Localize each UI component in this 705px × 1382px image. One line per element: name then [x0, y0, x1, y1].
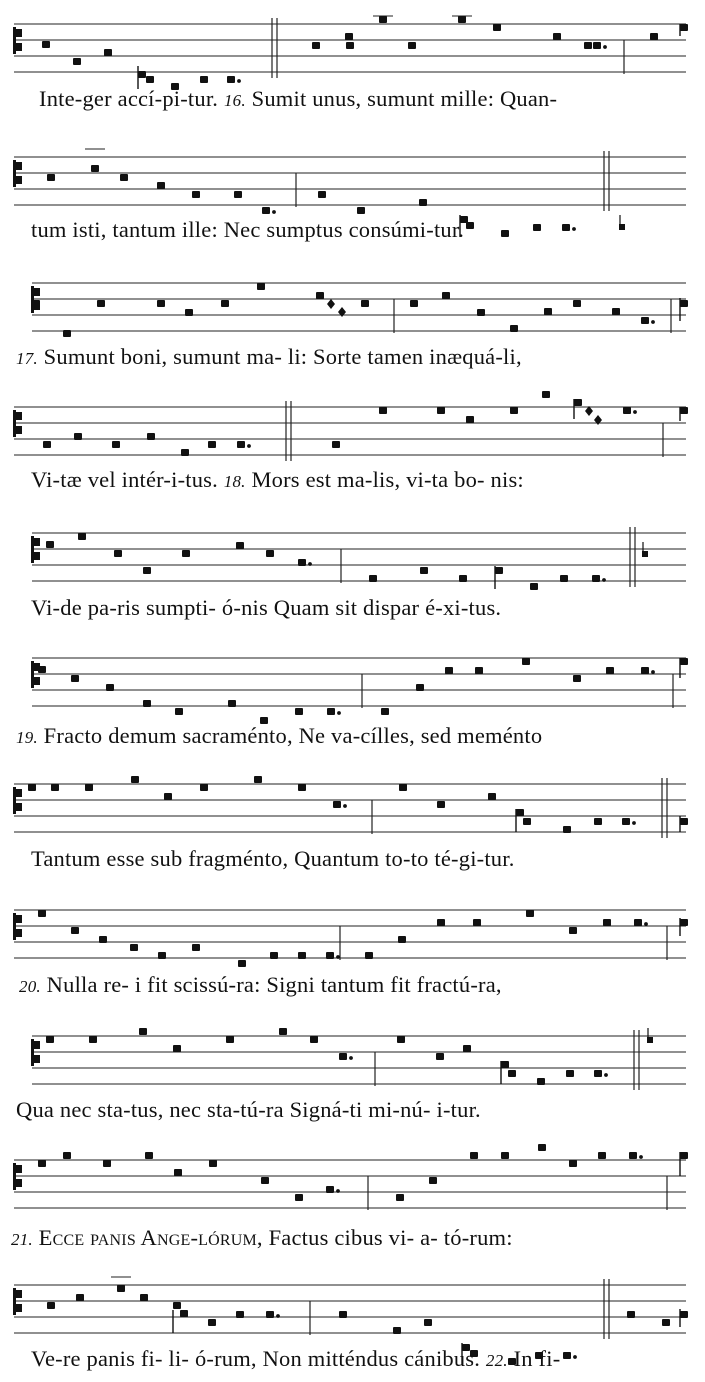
lyric-line: [16, 725, 542, 748]
punctum-note: [458, 16, 466, 23]
punctum-note: [680, 658, 688, 665]
punctum-note: [420, 567, 428, 574]
punctum-note: [424, 1319, 432, 1326]
punctum-note: [262, 207, 270, 214]
punctum-note: [28, 784, 36, 791]
punctum-note: [157, 182, 165, 189]
punctum-note: [208, 1319, 216, 1326]
punctum-note: [569, 927, 577, 934]
punctum-note: [361, 300, 369, 307]
lyric-text: Factus cibus vi- a- tó-rum:: [262, 1225, 513, 1250]
punctum-note: [158, 952, 166, 959]
punctum-note: [180, 1310, 188, 1317]
punctum-note: [221, 300, 229, 307]
punctum-note: [357, 207, 365, 214]
verse-number: 20.: [19, 977, 41, 996]
punctum-note: [266, 550, 274, 557]
verse-number: 22.: [485, 1351, 508, 1370]
punctum-note: [437, 919, 445, 926]
punctum-note: [209, 1160, 217, 1167]
punctum-note: [369, 575, 377, 582]
verse-number: 19.: [16, 728, 38, 747]
punctum-note: [91, 165, 99, 172]
lyric-line: [31, 848, 515, 871]
punctum-note: [97, 300, 105, 307]
punctum-note: [563, 826, 571, 833]
punctum-note: [560, 575, 568, 582]
punctum-note: [437, 407, 445, 414]
punctum-note: [569, 1160, 577, 1167]
punctum-note: [622, 818, 630, 825]
punctum-note: [416, 684, 424, 691]
punctum-note: [200, 76, 208, 83]
punctum-note: [339, 1311, 347, 1318]
punctum-note: [510, 407, 518, 414]
punctum-note: [32, 300, 40, 307]
punctum-note: [437, 801, 445, 808]
lyric-line: [39, 88, 557, 111]
punctum-note: [326, 952, 334, 959]
lyric-line: [16, 1099, 481, 1122]
punctum-note: [680, 24, 688, 31]
rhombus-note: [327, 299, 335, 309]
punctum-note: [120, 174, 128, 181]
punctum-note: [185, 309, 193, 316]
lyric-text: Vi-de pa-ris sumpti- ó-nis Quam sit dispar é-xi-tus.: [31, 595, 502, 620]
punctum-note: [327, 708, 335, 715]
punctum-note: [175, 708, 183, 715]
punctum-note: [228, 700, 236, 707]
lyric-text: Sumunt boni, sumunt ma- li: Sorte tamen inæquá-li,: [37, 344, 522, 369]
mora-dot: [603, 45, 607, 49]
punctum-note: [594, 1070, 602, 1077]
punctum-note: [680, 407, 688, 414]
punctum-note: [627, 1311, 635, 1318]
punctum-note: [298, 952, 306, 959]
punctum-note: [236, 542, 244, 549]
lyric-text: Inte-ger accí-pi-tur.: [39, 86, 224, 111]
punctum-note: [46, 541, 54, 548]
punctum-note: [270, 952, 278, 959]
punctum-note: [516, 809, 524, 816]
lyric-line: [31, 469, 524, 492]
punctum-note: [226, 1036, 234, 1043]
punctum-note: [612, 308, 620, 315]
punctum-note: [78, 533, 86, 540]
lyric-text: Mors est ma-lis, vi-ta bo- nis:: [245, 467, 524, 492]
mora-dot: [247, 444, 251, 448]
punctum-note: [584, 42, 592, 49]
lyric-line: [19, 974, 502, 997]
punctum-note: [488, 793, 496, 800]
mora-dot: [336, 955, 340, 959]
punctum-note: [76, 1294, 84, 1301]
mora-dot: [639, 1155, 643, 1159]
punctum-note: [114, 550, 122, 557]
punctum-note: [593, 42, 601, 49]
punctum-note: [279, 1028, 287, 1035]
punctum-note: [466, 416, 474, 423]
lyric-line: [31, 219, 464, 242]
punctum-note: [650, 33, 658, 40]
lyric-text: tum isti, tantum ille: Nec sumptus consúmi-tur.: [31, 217, 465, 242]
punctum-note: [346, 42, 354, 49]
punctum-note: [526, 910, 534, 917]
punctum-note: [445, 667, 453, 674]
punctum-note: [463, 1045, 471, 1052]
punctum-note: [139, 1028, 147, 1035]
punctum-note: [475, 667, 483, 674]
punctum-note: [523, 818, 531, 825]
lyric-text: Nulla re- i fit scissú-ra: Signi tantum fit fractú-ra,: [40, 972, 502, 997]
punctum-note: [680, 300, 688, 307]
punctum-note: [42, 41, 50, 48]
punctum-note: [146, 76, 154, 83]
punctum-note: [103, 1160, 111, 1167]
punctum-note: [157, 300, 165, 307]
lyric-line: [31, 1348, 560, 1371]
punctum-note: [379, 407, 387, 414]
punctum-note: [63, 1152, 71, 1159]
punctum-note: [51, 784, 59, 791]
punctum-note: [473, 919, 481, 926]
punctum-note: [192, 944, 200, 951]
mora-dot: [573, 1355, 577, 1359]
punctum-note: [106, 684, 114, 691]
punctum-note: [295, 1194, 303, 1201]
punctum-note: [662, 1319, 670, 1326]
punctum-note: [634, 919, 642, 926]
punctum-note: [318, 191, 326, 198]
punctum-note: [164, 793, 172, 800]
punctum-note: [71, 927, 79, 934]
lyric-text: Ve-re panis fi- li- ó-rum, Non mitténdus cánibus.: [31, 1346, 486, 1371]
punctum-note: [508, 1070, 516, 1077]
punctum-note: [43, 441, 51, 448]
punctum-note: [181, 449, 189, 456]
punctum-note: [339, 1053, 347, 1060]
punctum-note: [47, 174, 55, 181]
punctum-note: [566, 1070, 574, 1077]
punctum-note: [173, 1045, 181, 1052]
mora-dot: [308, 562, 312, 566]
punctum-note: [140, 1294, 148, 1301]
punctum-note: [466, 222, 474, 229]
punctum-note: [501, 230, 509, 237]
punctum-note: [295, 708, 303, 715]
punctum-note: [680, 818, 688, 825]
mora-dot: [349, 1056, 353, 1060]
lyric-text: Ecce panis Ange-lórum,: [32, 1225, 263, 1250]
punctum-note: [38, 1160, 46, 1167]
punctum-note: [459, 575, 467, 582]
lyric-line: [16, 346, 522, 369]
mora-dot: [651, 320, 655, 324]
mora-dot: [604, 1073, 608, 1077]
punctum-note: [493, 24, 501, 31]
verse-number: 17.: [16, 349, 38, 368]
verse-number: 18.: [223, 472, 246, 491]
verse-number: 21.: [11, 1230, 33, 1249]
punctum-note: [410, 300, 418, 307]
punctum-note: [365, 952, 373, 959]
punctum-note: [495, 567, 503, 574]
punctum-note: [333, 801, 341, 808]
punctum-note: [533, 224, 541, 231]
punctum-note: [71, 675, 79, 682]
punctum-note: [501, 1061, 509, 1068]
mora-dot: [572, 227, 576, 231]
punctum-note: [130, 944, 138, 951]
punctum-note: [641, 317, 649, 324]
lyric-line: [31, 597, 501, 620]
punctum-note: [38, 910, 46, 917]
lyric-text: Qua nec sta-tus, nec sta-tú-ra Signá-ti mi-nú- i-tur.: [16, 1097, 481, 1122]
punctum-note: [257, 283, 265, 290]
punctum-note: [131, 776, 139, 783]
punctum-note: [399, 784, 407, 791]
punctum-note: [145, 1152, 153, 1159]
punctum-note: [266, 1311, 274, 1318]
punctum-note: [254, 776, 262, 783]
punctum-note: [573, 675, 581, 682]
punctum-note: [174, 1169, 182, 1176]
punctum-note: [234, 191, 242, 198]
punctum-note: [143, 567, 151, 574]
punctum-note: [200, 784, 208, 791]
punctum-note: [553, 33, 561, 40]
punctum-note: [63, 330, 71, 337]
punctum-note: [537, 1078, 545, 1085]
punctum-note: [38, 666, 46, 673]
punctum-note: [73, 58, 81, 65]
punctum-note: [298, 784, 306, 791]
punctum-note: [680, 919, 688, 926]
punctum-note: [227, 76, 235, 83]
punctum-note: [398, 936, 406, 943]
punctum-note: [298, 559, 306, 566]
punctum-note: [530, 583, 538, 590]
mora-dot: [337, 711, 341, 715]
punctum-note: [99, 936, 107, 943]
mora-dot: [276, 1314, 280, 1318]
punctum-note: [381, 708, 389, 715]
punctum-note: [562, 224, 570, 231]
punctum-note: [436, 1053, 444, 1060]
punctum-note: [143, 700, 151, 707]
lyric-text: Sumit unus, sumunt mille: Quan-: [245, 86, 558, 111]
punctum-note: [680, 1152, 688, 1159]
punctum-note: [47, 1302, 55, 1309]
lyric-text: Vi-tæ vel intér-i-tus.: [31, 467, 224, 492]
punctum-note: [641, 667, 649, 674]
punctum-note: [623, 407, 631, 414]
mora-dot: [336, 1189, 340, 1193]
punctum-note: [182, 550, 190, 557]
punctum-note: [326, 1186, 334, 1193]
punctum-note: [147, 433, 155, 440]
punctum-note: [396, 1194, 404, 1201]
punctum-note: [138, 71, 146, 78]
punctum-note: [173, 1302, 181, 1309]
punctum-note: [538, 1144, 546, 1151]
punctum-note: [544, 308, 552, 315]
punctum-note: [574, 399, 582, 406]
punctum-note: [542, 391, 550, 398]
lyric-line: [11, 1227, 513, 1250]
mora-dot: [651, 670, 655, 674]
punctum-note: [501, 1152, 509, 1159]
punctum-note: [379, 16, 387, 23]
punctum-note: [594, 818, 602, 825]
mora-dot: [237, 79, 241, 83]
punctum-note: [470, 1152, 478, 1159]
mora-dot: [633, 410, 637, 414]
punctum-note: [316, 292, 324, 299]
punctum-note: [419, 199, 427, 206]
punctum-note: [117, 1285, 125, 1292]
mora-dot: [272, 210, 276, 214]
punctum-note: [477, 309, 485, 316]
punctum-note: [89, 1036, 97, 1043]
punctum-note: [598, 1152, 606, 1159]
punctum-note: [592, 575, 600, 582]
mora-dot: [343, 804, 347, 808]
punctum-note: [312, 42, 320, 49]
punctum-note: [238, 960, 246, 967]
punctum-note: [332, 441, 340, 448]
punctum-note: [208, 441, 216, 448]
punctum-note: [46, 1036, 54, 1043]
punctum-note: [629, 1152, 637, 1159]
punctum-note: [429, 1177, 437, 1184]
punctum-note: [112, 441, 120, 448]
lyric-text: Fracto demum sacraménto, Ne va-cílles, sed meménto: [37, 723, 543, 748]
punctum-note: [606, 667, 614, 674]
verse-number: 16.: [223, 91, 246, 110]
punctum-note: [442, 292, 450, 299]
punctum-note: [85, 784, 93, 791]
punctum-note: [104, 49, 112, 56]
punctum-note: [573, 300, 581, 307]
punctum-note: [393, 1327, 401, 1334]
mora-dot: [644, 922, 648, 926]
mora-dot: [632, 821, 636, 825]
punctum-note: [510, 325, 518, 332]
punctum-note: [74, 433, 82, 440]
punctum-note: [522, 658, 530, 665]
mora-dot: [602, 578, 606, 582]
punctum-note: [261, 1177, 269, 1184]
punctum-note: [397, 1036, 405, 1043]
punctum-note: [310, 1036, 318, 1043]
punctum-note: [408, 42, 416, 49]
lyric-text: Tantum esse sub fragménto, Quantum to-to té-gi-tur.: [31, 846, 515, 871]
punctum-note: [237, 441, 245, 448]
punctum-note: [345, 33, 353, 40]
punctum-note: [603, 919, 611, 926]
punctum-note: [563, 1352, 571, 1359]
punctum-note: [236, 1311, 244, 1318]
lyric-text: In fi-: [507, 1346, 561, 1371]
punctum-note: [192, 191, 200, 198]
punctum-note: [680, 1311, 688, 1318]
